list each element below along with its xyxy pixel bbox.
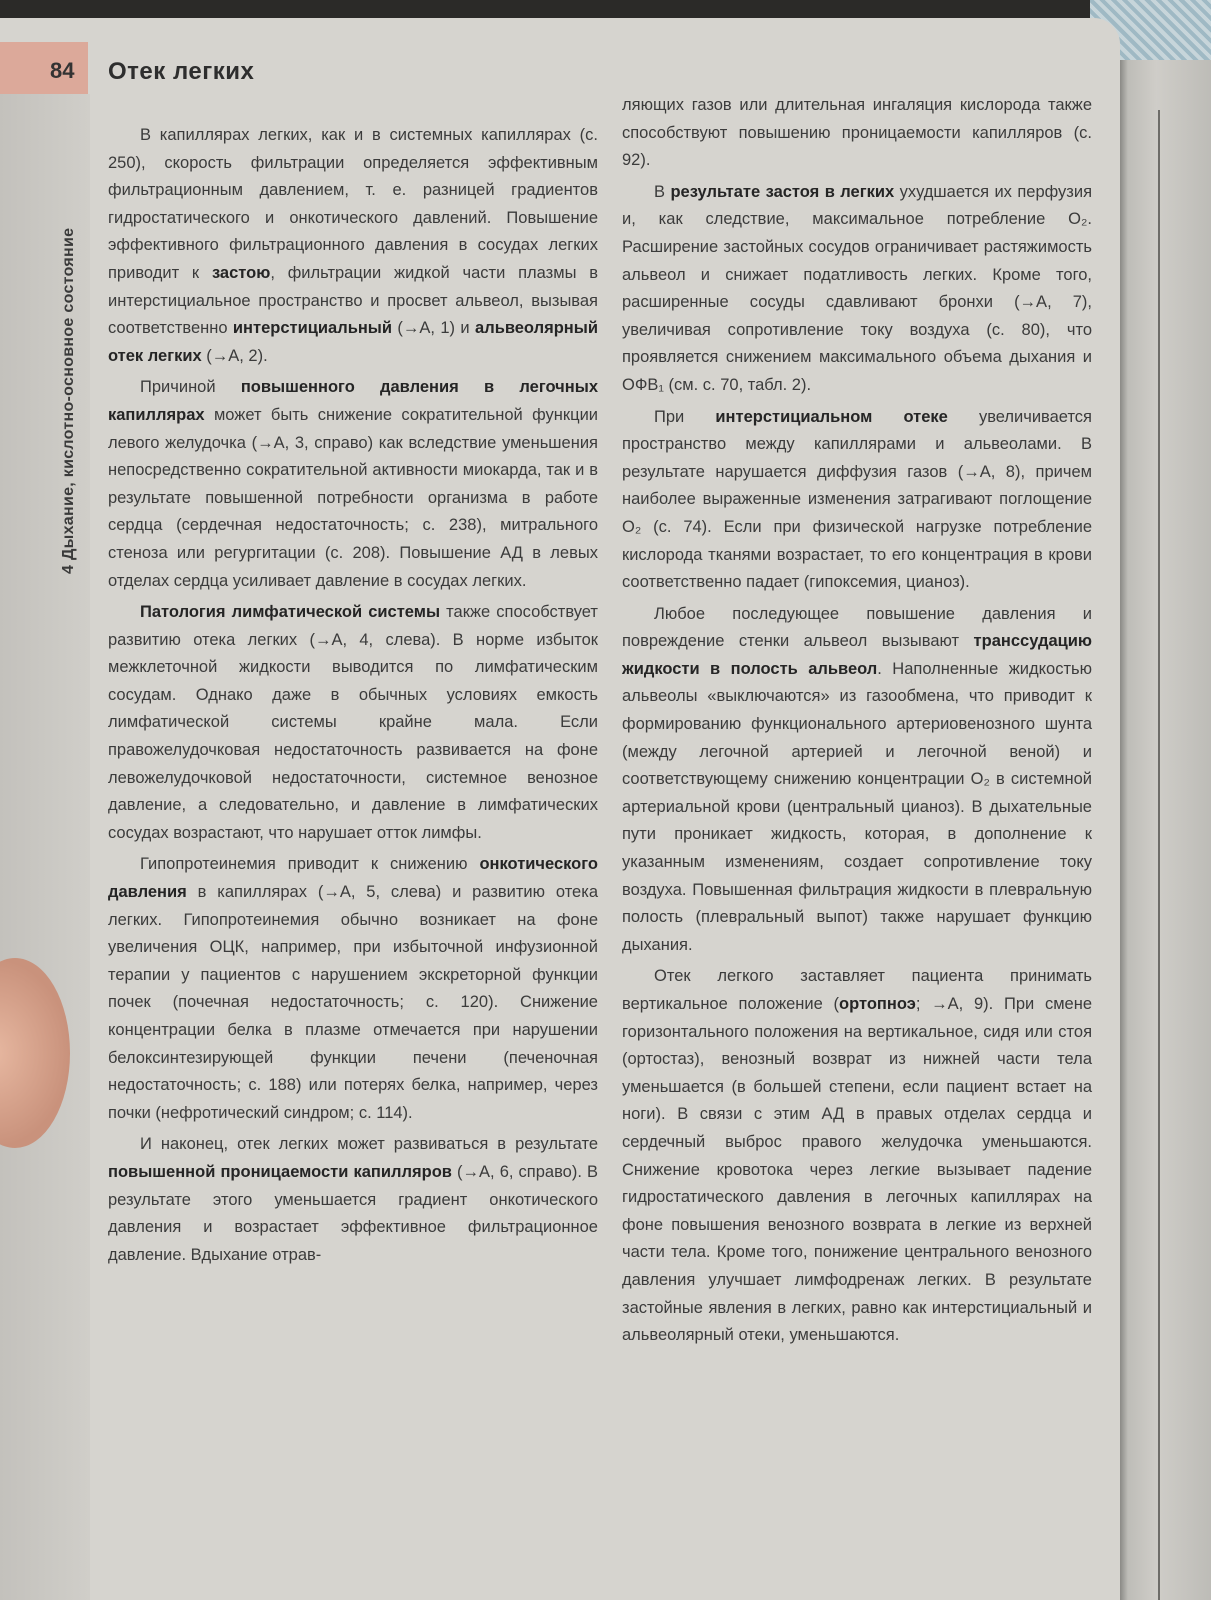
page-number: 84	[50, 58, 75, 83]
paragraph: В капиллярах легких, как и в системных капиллярах (с. 250), скорость фильтрации определяется эффективным фильтрационным давлением, т. е. разницей градиентов гидростатического и онкотического давлений. Повышение эффективного фильтрационного давления в сосудах легких приводит к застою, фильтрации жидкой части плазмы в интерстициальное пространство и просвет альвеол, вызывая соответственно интерстициальный (→A, 1) и альвеолярный отек легких (→A, 2).	[108, 126, 599, 365]
paragraph: При интерстициальном отеке увеличивается пространство между капиллярами и альвеолами. В результате нарушается диффузия газов (→A, 8), причем наиболее выраженные изменения затрагивают поглощение O₂ (с. 74). Если при физической нагрузке потребление кислорода тканями возрастает, то его концентрация в крови соответственно падает (гипоксемия, цианоз).	[622, 407, 1092, 592]
paragraph: В результате застоя в легких ухудшается их перфузия и, как следствие, максимальное потребление O₂. Расширение застойных сосудов ограничивает растяжимость альвеол и снижает податливость легких. Кроме того, расширенные сосуды сдавливают бронхи (→A, 7), увеличивая сопротивление току воздуха (с. 80), что проявляется снижением максимального объема дыхания и ОФВ₁ (см. с. 70, табл. 2).	[622, 182, 1093, 394]
page-title: Отек легких	[108, 58, 255, 85]
paragraph: Патология лимфатической системы также способствует развитию отека легких (→A, 4, слева). В норме избыток межклеточной жидкости выводится по лимфатическим сосудам. Однако даже в обычных условиях емкость лимфатической системы крайне мала. Если правожелудочковая недостаточность развивается на фоне левожелудочковой недостаточности, системное венозное давление, а следовательно, и давление в лимфатических сосудах возрастают, что нарушает отток лимфы.	[108, 603, 598, 842]
paragraph: Гипопротеинемия приводит к снижению онкотического давления в капиллярах (→A, 5, слева) и развитию отека легких. Гипопротеинемия обычно возникает на фоне увеличения ОЦК, например, при избыточной инфузионной терапии у пациентов с нарушением экскреторной функции почек (почечная недостаточность; с. 120). Снижение концентрации белка в плазме отмечается при нарушении белоксинтезирующей функции печени (печеночная недостаточность; с. 188) или потерях белка, например, через почки (нефротический синдром; с. 114).	[108, 855, 598, 1122]
page-stack-edge	[1120, 60, 1211, 1600]
paragraph: Любое последующее повышение давления и повреждение стенки альвеол вызывают транссудацию жидкости в полость альвеол. Наполненные жидкостью альвеолы «выключаются» из газообмена, что приводит к формированию функционального артериовенозного шунта (между легочной артерией и легочной веной) и соответствующему снижению концентрации O₂ в системной артериальной крови (центральный цианоз). В дыхательные пути проникает жидкость, которая, в дополнение к указанным изменениям, создает сопротивление току воздуха. Повышенная фильтрация жидкости в плевральную полость (плевральный выпот) также нарушает функцию дыхания.	[622, 604, 1092, 954]
paragraph: И наконец, отек легких может развиваться в результате повышенной проницаемости капилляров (→A, 6, справо). В результате этого уменьшается градиент онкотического давления и возрастает эффективное фильтрационное давление. Вдыхание отрав-	[108, 1135, 598, 1264]
book-page	[0, 18, 1120, 1600]
paragraph: Отек легкого заставляет пациента принимать вертикальное положение (ортопноэ; →A, 9). При смене горизонтального положения на вертикальное, сидя или стоя (ортостаз), венозный возврат из нижней части тела уменьшается (в большей степени, если пациент встает на ноги). В связи с этим АД в правых отделах сердца и сердечный выброс правого желудочка уменьшаются. Снижение кровотока через легкие вызывает падение гидростатического давления в легочных капиллярах на фоне повышения венозного возврата в легкие из верхней части тела. Кроме того, понижение центрального венозного давления улучшает лимфодренаж легких. В результате застойные явления в легких, равно как интерстициальный и альвеолярный отеки, уменьшаются.	[622, 967, 1092, 1345]
paragraph: ляющих газов или длительная ингаляция кислорода также способствуют повышению проницаемости капилляров (с. 92).	[622, 96, 1092, 170]
page-border-line	[1158, 110, 1160, 1600]
page-shadow	[1120, 60, 1128, 1600]
left-text-column	[108, 122, 598, 1269]
page-number-tab	[0, 42, 88, 94]
right-text-column	[622, 92, 1092, 1350]
chapter-side-label: 4 Дыхание, кислотно-основное состояние	[60, 227, 77, 574]
paragraph: Причиной повышенного давления в легочных капиллярах может быть снижение сократительной функции левого желудочка (→A, 3, справо) как вследствие уменьшения непосредственно сократительной активности миокарда, так и в результате повышенной потребности организма в работе сердца (сердечная недостаточность; с. 238), митрального стеноза или регургитации (с. 208). Повышение АД в левых отделах сердца усиливает давление в сосудах легких.	[108, 378, 598, 590]
